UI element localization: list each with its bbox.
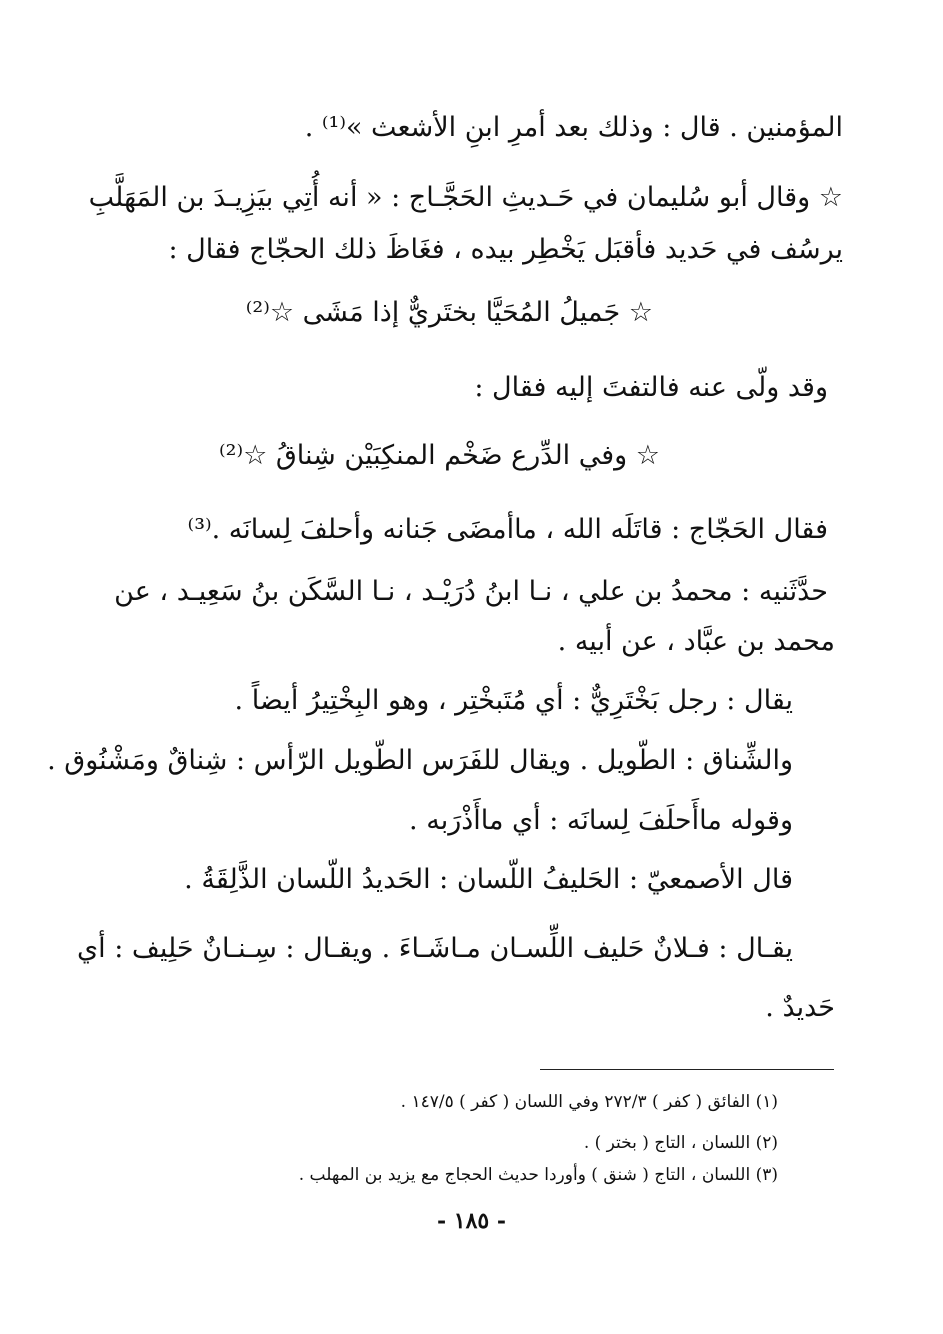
verse-line-2: ☆ وفي الدِّرع ضَخْم المنكِبَيْن شِناقُ ☆⁽²⁾ [218,440,660,471]
text-line-1: المؤمنين . قال : وذلك بعد أمرِ ابنِ الأشعث »⁽¹⁾ . [304,112,843,143]
footnote-2: (٢) اللسان ، التاج ( بختر ) . [583,1133,778,1153]
footnote-3: (٣) اللسان ، التاج ( شنق ) وأوردا حديث الحجاج مع يزيد بن المهلب . [298,1165,778,1185]
text-line-5: وقد ولّى عنه فالتفتَ إليه فقال : [474,372,828,403]
text-line-12: وقوله ماأَحلَفَ لِسانَه : أي ماأَذْرَبه . [409,805,793,836]
text-line-8: حدَّثَنيه : محمدُ بن علي ، نـا ابنُ دُرَيْـد ، نـا السَّكَن بنُ سَعِيـد ، عن [114,576,828,607]
text-line-15: حَديدٌ . [765,992,835,1023]
text-line-9: محمد بن عبَّاد ، عن أبيه . [557,626,835,657]
text-line-7: فقال الحَجّاج : قاتَلَه الله ، ماأمضَى جَنانه وأحلفَ لِسانَه .⁽³⁾ [187,514,828,545]
footnote-separator [540,1069,834,1070]
text-line-3: يرسُف في حَديد فأقبَل يَخْطِر بيده ، فغَاظَ ذلك الحجّاج فقال : [168,234,843,265]
text-line-2: ☆ وقال أبو سُليمان في حَـديثِ الحَجَّـاج : « أنه أُتِي بيَزِيـدَ بن المَهَلَّبِ [88,182,843,213]
verse-line-1: ☆ جَميلُ المُحَيَّا بختَريٌّ إذا مَشَى ☆⁽²⁾ [245,297,653,328]
footnote-1: (١) الفائق ( كفر ) ٢٧٢/٣ وفي اللسان ( كفر ) ١٤٧/٥ . [400,1092,778,1112]
text-line-13: قال الأصمعيّ : الحَليفُ اللّسان : الحَديدُ اللّسان الذَّلِقَةُ . [184,864,793,895]
page-number: - ١٨٥ - [436,1208,507,1234]
text-line-11: والشِّناق : الطّويل . ويقال للفَرَس الطّويل الرّأس : شِناقٌ ومَشْنُوق . [47,745,793,776]
text-line-10: يقال : رجل بَخْتَرِيٌّ : أي مُتَبخْتِر ، وهو البِخْتِيرُ أيضاً . [234,685,793,716]
text-line-14: يقـال : فـلانٌ حَليف اللِّسـان مـاشَـاءَ . ويقـال : سِـنـانٌ حَلِيف : أي [76,933,793,964]
